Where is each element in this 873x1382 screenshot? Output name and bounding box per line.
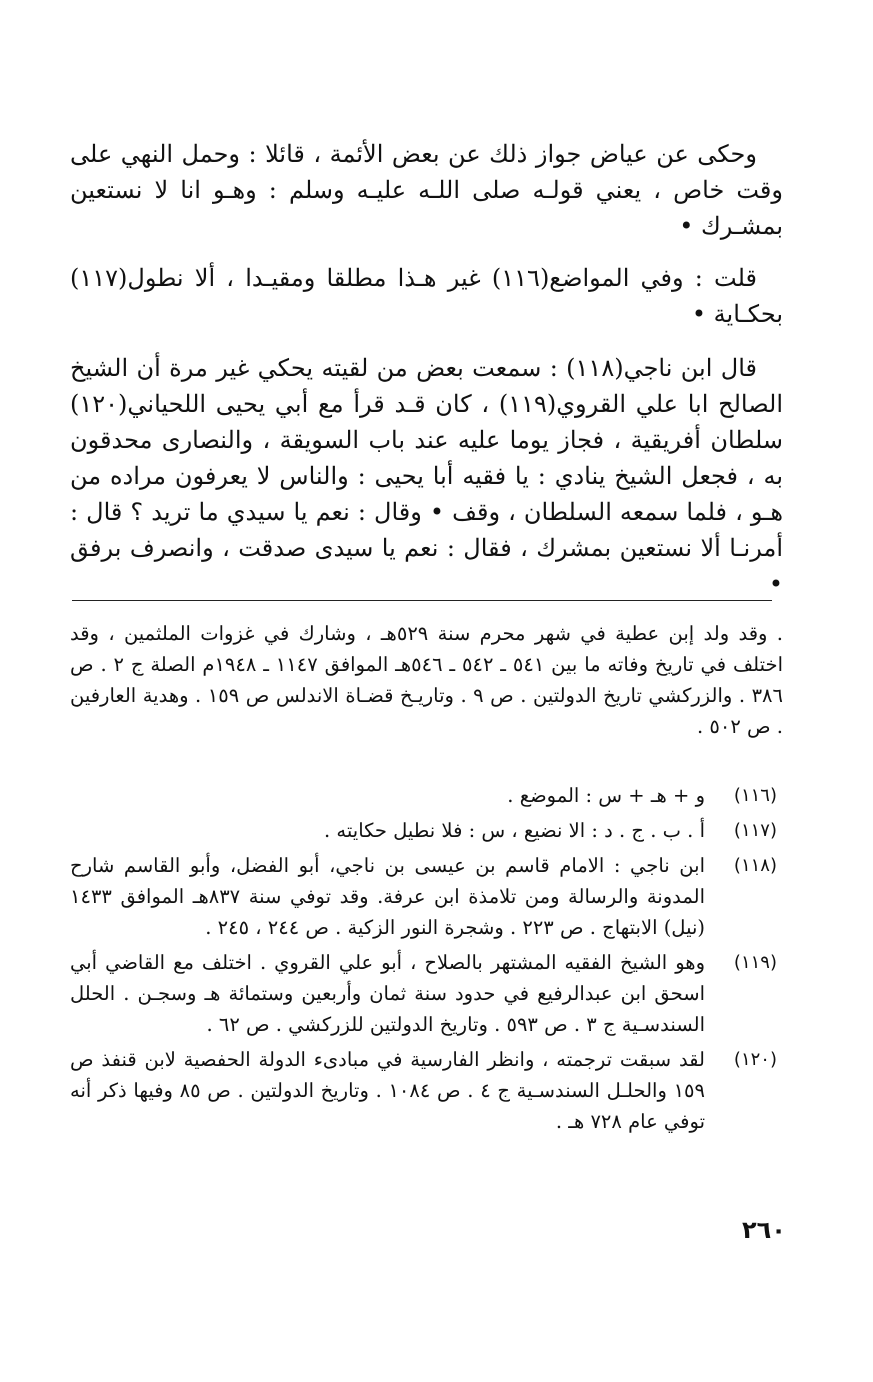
footnote-text: و + هـ + س : الموضع . <box>507 784 705 807</box>
footnote-number: (١١٦) <box>733 785 777 806</box>
footnote-number: (١١٨) <box>733 855 777 876</box>
footnote-number: (١١٧) <box>733 820 777 841</box>
footnote-continuation: . وقد ولد إبن عطية في شهر محرم سنة ٥٢٩هـ ، وشارك في غزوات الملثمين ، وقد اختلف في تاريخ وفاته ما بين ٥٤١ ـ ٥٤٢ ـ ٥٤٦هـ الموافق ١١٤٧ ـ ١٩٤٨م الصلة ج ٢ . ص ٣٨٦ . والزركشي تاريخ الدولتين . ص ٩ . وتاريـخ قضـاة الاندلس ص ١٥٩ . وهدية العارفين . ص ٥٠٢ . <box>70 622 783 738</box>
footnote-text: ابن ناجي : الامام قاسم بن عيسى بن ناجي، أبو الفضل، وأبو القاسم شارح المدونة والرسالة ومن تلامذة ابن عرفة. وقد توفي سنة ٨٣٧هـ الموافق ١٤٣٣ (نيل) الابتهاج . ص ٢٢٣ . وشجرة النور الزكية . ص ٢٤٤ ، ٢٤٥ . <box>70 854 705 939</box>
footnote-divider <box>72 600 772 601</box>
body-paragraph: قال ابن ناجي(١١٨) : سمعت بعض من لقيته يحكي غير مرة أن الشيخ الصالح ابا علي القروي(١١٩) ، كان قـد قرأ مع أبي يحيى اللحياني(١٢٠) سلطان أفريقية ، فجاز يوما عليه عند باب السويقة ، والنصارى محدقون به ، فجعل الشيخ ينادي : يا فقيه أبا يحيى : والناس لا يعرفون مراده من هـو ، فلما سمعه السلطان ، وقف • وقال : نعم يا سيدي ما تريد ؟ قال : أمرنـا ألا نستعين بمشرك ، فقال : نعم يا سيدى صدقت ، وانصرف برفق • <box>70 354 784 598</box>
footnote-number: (١١٩) <box>733 952 777 973</box>
footnote-item <box>70 815 783 846</box>
footnote-list <box>70 780 783 1141</box>
footnote-item <box>70 947 783 1040</box>
footnote-text: أ . ب . ج . د : الا نضيع ، س : فلا نطيل حكايته . <box>324 819 705 842</box>
body-paragraph: وحكى عن عياض جواز ذلك عن بعض الأئمة ، قائلا : وحمل النهي على وقت خاص ، يعني قولـه صلى اللـه عليـه وسلم : وهـو انا لا نستعين بمشـرك • <box>70 140 783 240</box>
footnote-item <box>70 1044 783 1137</box>
footnote-text: وهو الشيخ الفقيه المشتهر بالصلاح ، أبو علي القروي . اختلف مع القاضي أبي اسحق ابن عبدالرفيع في حدود سنة ثمان وأربعين وستمائة هـ وسجـن . الحلل السندسـية ج ٣ . ص ٥٩٣ . وتاريخ الدولتين للزركشي . ص ٦٢ . <box>70 951 705 1036</box>
footnote-text: لقد سبقت ترجمته ، وانظر الفارسية في مبادىء الدولة الحفصية لابن قنفذ ص ١٥٩ والحلـل السندسـية ج ٤ . ص ١٠٨٤ . وتاريخ الدولتين . ص ٨٥ وفيها ذكر أنه توفي عام ٧٢٨ هـ . <box>70 1048 705 1133</box>
footnote-item <box>70 850 783 943</box>
body-paragraph: قلت : وفي المواضع(١١٦) غير هـذا مطلقا ومقيـدا ، ألا نطول(١١٧) بحكـاية • <box>70 264 783 328</box>
page-number: ٢٦٠ <box>742 1216 786 1244</box>
footnote-item <box>70 780 783 811</box>
footnote-number: (١٢٠) <box>733 1049 777 1070</box>
